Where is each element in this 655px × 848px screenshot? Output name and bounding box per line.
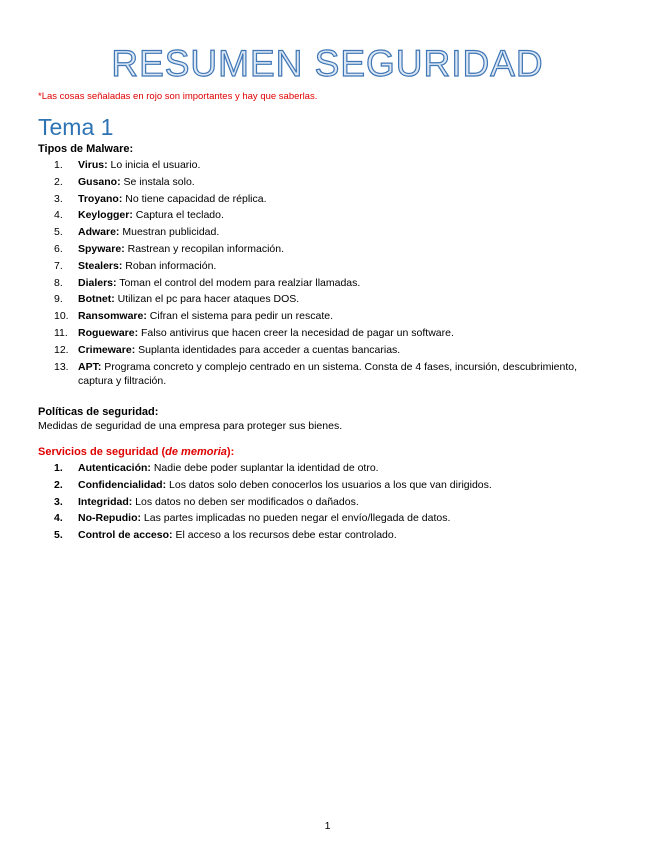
list-item: 13. APT: Programa concreto y complejo centrado en un sistema. Consta de 4 fases, incursión, descubrimiento, captura y filtración. [54,360,578,387]
malware-section [38,143,598,390]
list-item: 3. Integridad: Los datos no deben ser modificados o dañados. [54,495,359,508]
services-list [38,461,598,542]
list-item: 4. No-Repudio: Las partes implicadas no pueden negar el envío/llegada de datos. [54,512,451,525]
list-item: 10. Ransomware: Cifran el sistema para pedir un rescate. [54,310,334,323]
list-item: 9. Botnet: Utilizan el pc para hacer ataques DOS. [54,293,300,306]
list-item: 7. Stealers: Roban información. [54,259,217,272]
malware-heading: Tipos de Malware: [38,143,134,155]
list-item: 5. Adware: Muestran publicidad. [54,226,220,239]
list-item: 1. Virus: Lo inicia el usuario. [54,159,201,171]
policies-section [38,406,598,432]
section-title: Tema 1 [38,114,114,140]
list-item: 5. Control de acceso: El acceso a los recursos debe estar controlado. [54,529,397,542]
list-item: 2. Gusano: Se instala solo. [54,175,195,188]
list-item: 6. Spyware: Rastrean y recopilan información. [54,242,285,255]
list-item: 2. Confidencialidad: Los datos solo deben conocerlos los usuarios a los que van dirigidos. [54,478,492,491]
document-title: RESUMEN SEGURIDAD [111,43,544,84]
malware-list [38,158,598,388]
page-number: 1 [324,820,331,832]
list-item: 12. Crimeware: Suplanta identidades para acceder a cuentas bancarias. [54,343,401,356]
services-heading: Servicios de seguridad (de memoria): [38,446,235,458]
services-heading-note: de memoria [165,446,227,458]
importance-note: *Las cosas señaladas en rojo son importantes y hay que saberlas. [38,91,318,102]
services-section [38,446,598,545]
policies-heading: Políticas de seguridad: [38,406,159,418]
list-item: 4. Keylogger: Captura el teclado. [54,209,224,222]
list-item: 11. Rogueware: Falso antivirus que hacen creer la necesidad de pagar un software. [54,326,454,339]
list-item: 3. Troyano: No tiene capacidad de réplica. [54,192,267,205]
policies-text: Medidas de seguridad de una empresa para proteger sus bienes. [38,420,343,432]
list-item: 1. Autenticación: Nadie debe poder suplantar la identidad de otro. [54,462,379,474]
list-item: 8. Dialers: Toman el control del modem para realziar llamadas. [54,276,361,289]
